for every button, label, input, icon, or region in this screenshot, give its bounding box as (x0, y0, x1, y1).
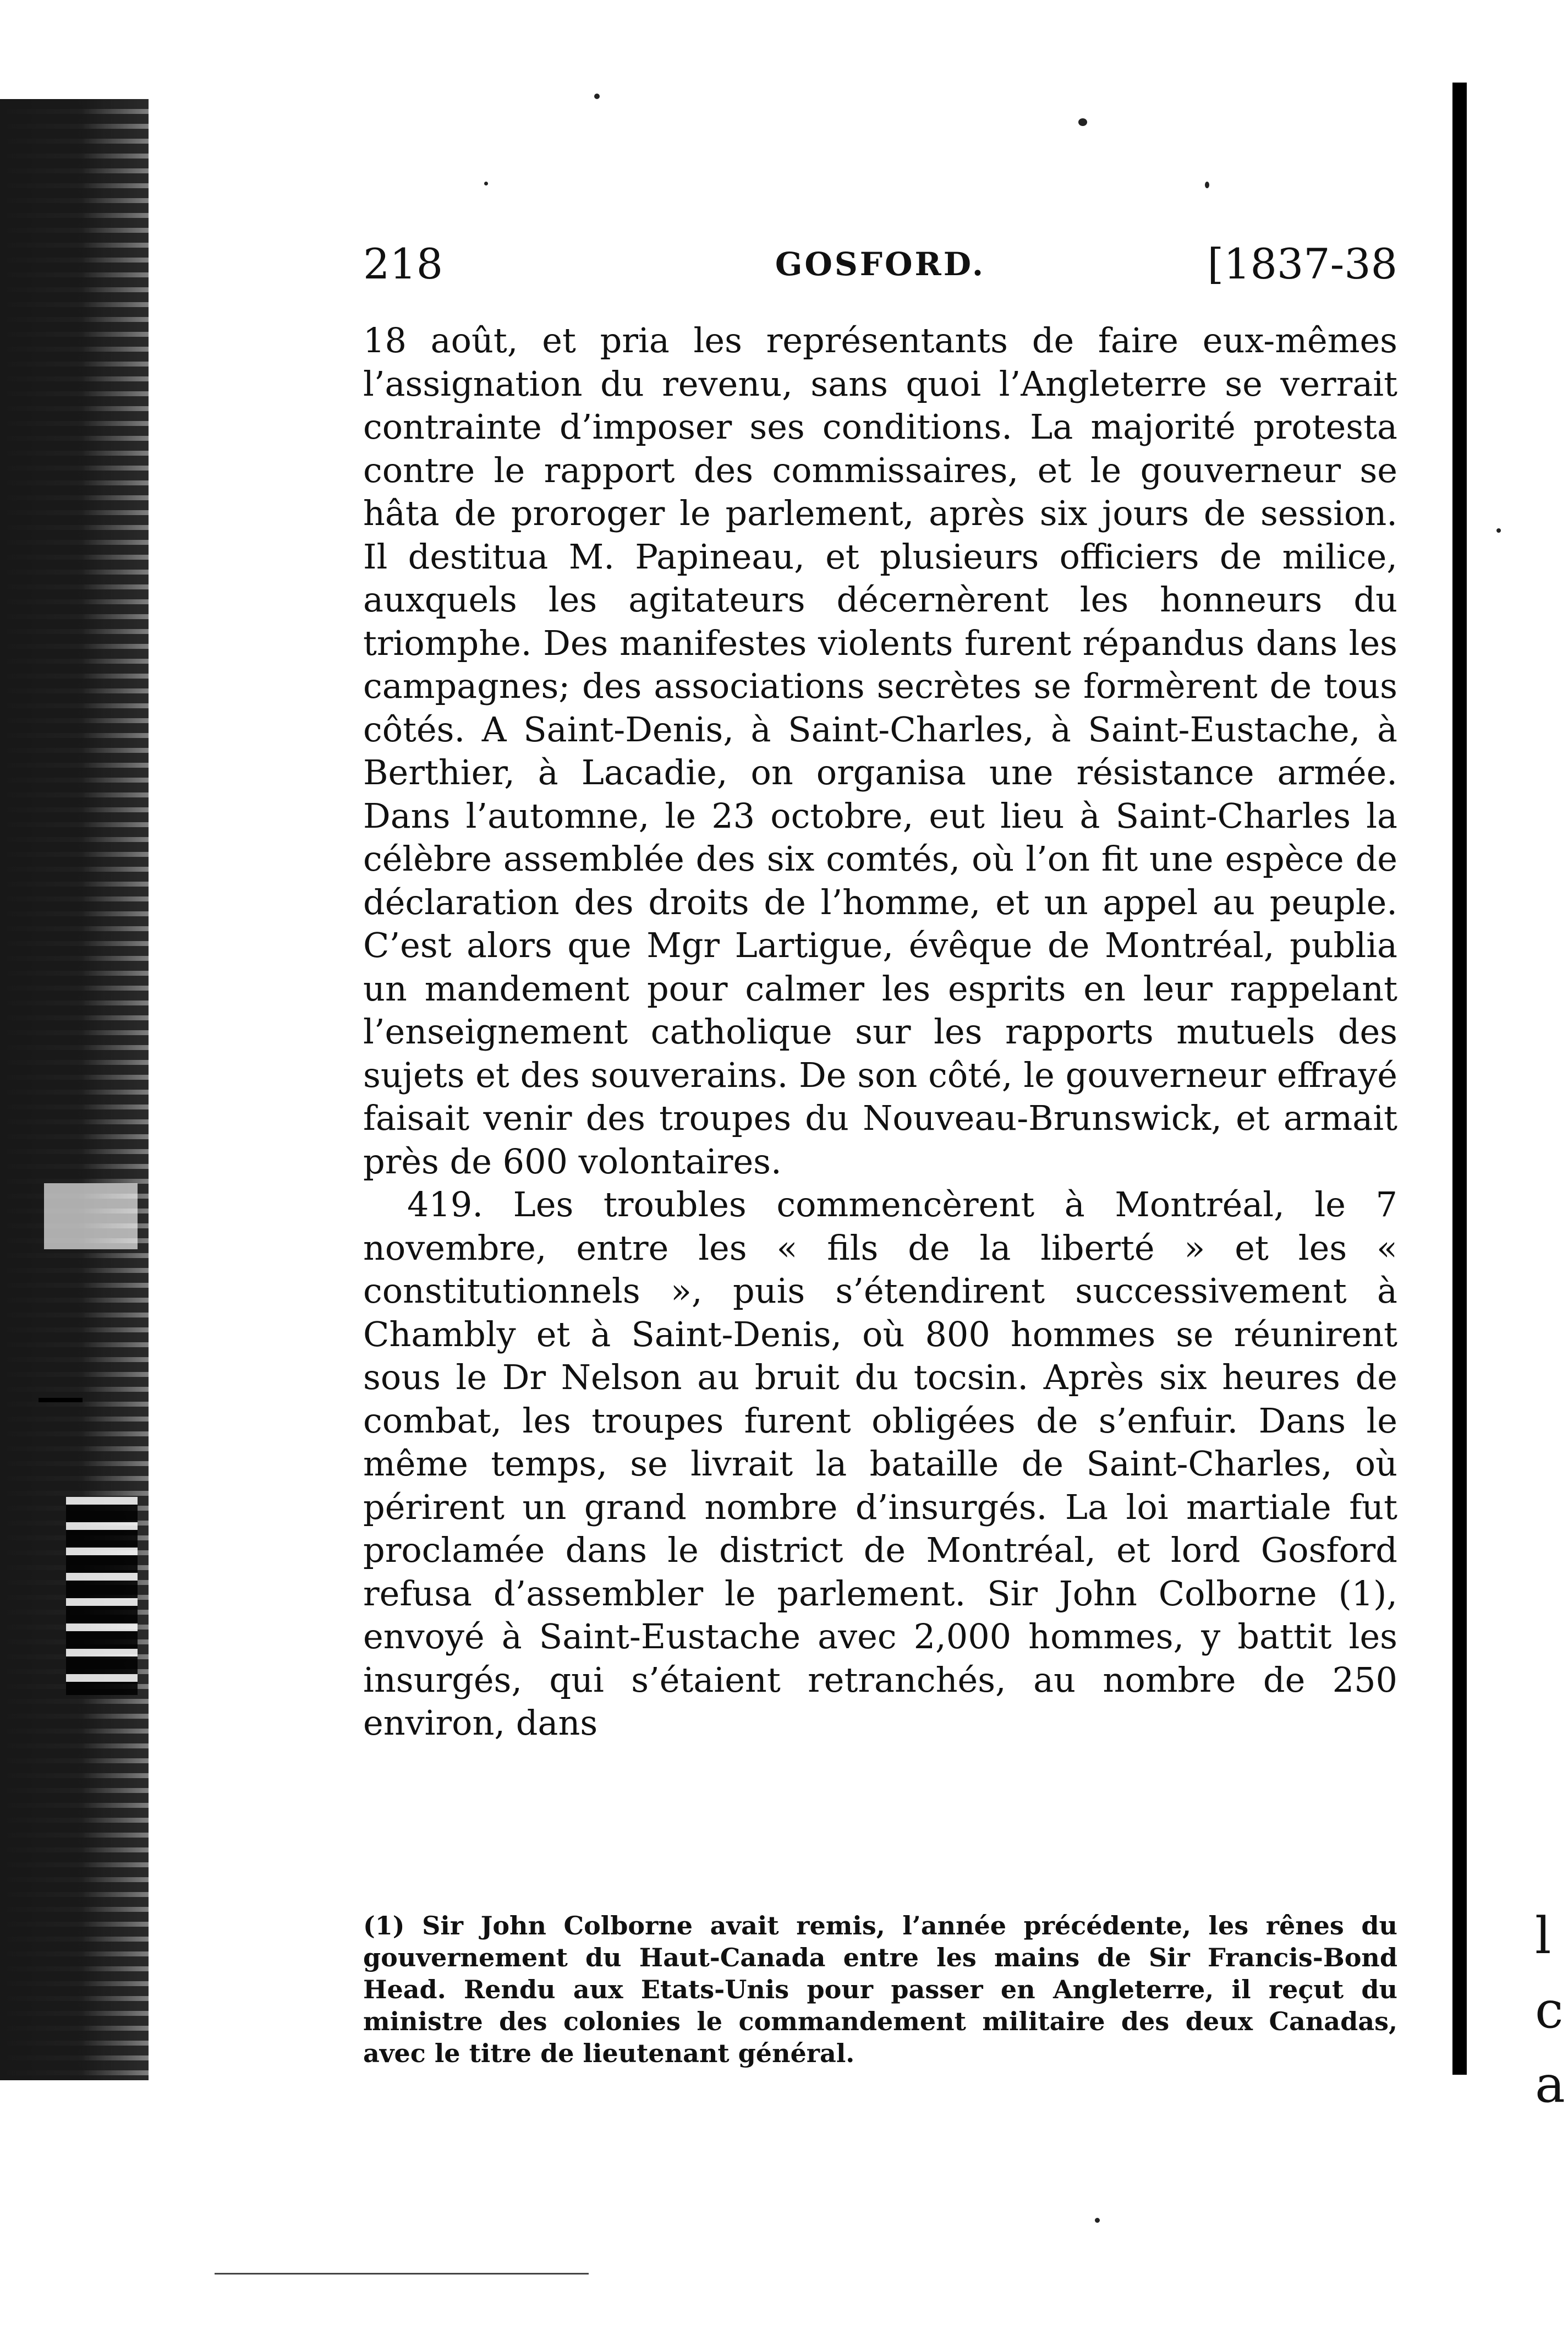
scanned-left-stripes (66, 1497, 138, 1695)
scan-speck (1078, 118, 1087, 126)
scan-speck (1205, 182, 1209, 188)
scanned-left-edge (0, 99, 149, 2080)
paragraph: 419. Les troubles commencèrent à Montréal, le 7 novembre, entre les « fils de la liberté » et les « constitutionnels », puis s’étendirent successivement à Chambly et à Saint-Denis, où 800 hommes se réunirent sous le Dr Nelson au bruit du tocsin. Après six heures de combat, les troupes furent obligées de s’enfuir. Dans le même temps, se livrait la bataille de Saint-Charles, où périrent un grand nombre d’insurgés. La loi martiale fut proclamée dans le district de Montréal, et lord Gosford refusa d’assembler le parlement. Sir John Colborne (1), envoyé à Saint-Eustache avec 2,000 hommes, y battit les insurgés, qui s’étaient retranchés, au nombre de 250 environ, dans (363, 1184, 1397, 1743)
body-text (363, 319, 1397, 1745)
scanned-left-edge-gap (44, 1183, 138, 1249)
scan-speck (1095, 2218, 1100, 2223)
footnote: (1) Sir John Colborne avait remis, l’année précédente, les rênes du gouvernement du Haut-Canada entre les mains de Sir Francis-Bond Head. Rendu aux Etats-Unis pour passer en Angleterre, il reçut du ministre des colonies le commandement militaire des deux Canadas, avec le titre de lieutenant général. (363, 1911, 1397, 2068)
adjacent-page-letters (1535, 1899, 1568, 2122)
scanned-right-edge (1452, 83, 1467, 2075)
scan-speck (1496, 528, 1501, 533)
adjacent-letter: a (1535, 2055, 1565, 2114)
scan-speck (594, 94, 600, 99)
running-head (363, 231, 1397, 297)
scanned-left-dash (39, 1398, 83, 1402)
adjacent-letter: l (1535, 1906, 1551, 1965)
chapter-title: GOSFORD. (775, 245, 986, 283)
adjacent-letter: c (1535, 1981, 1564, 2040)
page-number: 218 (363, 239, 443, 288)
book-page (363, 231, 1397, 1745)
bottom-rule (215, 2273, 589, 2275)
scan-speck (484, 182, 488, 185)
date-range: [1837-38 (1207, 239, 1397, 288)
paragraph: 18 août, et pria les représentants de faire eux-mêmes l’assignation du revenu, sans quoi l’Angleterre se verrait contrainte d’imposer ses conditions. La majorité protesta contre le rapport des commissaires, et le gouverneur se hâta de proroger le parlement, après six jours de session. Il destitua M. Papineau, et plusieurs officiers de milice, auxquels les agitateurs décernèrent les honneurs du triomphe. Des manifestes violents furent répandus dans les campagnes; des associations secrètes se formèrent de tous côtés. A Saint-Denis, à Saint-Charles, à Saint-Eustache, à Berthier, à Lacadie, on organisa une résistance armée. Dans l’automne, le 23 octobre, eut lieu à Saint-Charles la célèbre assemblée des six comtés, où l’on fit une espèce de déclaration des droits de l’homme, et un appel au peuple. C’est alors que Mgr Lartigue, évêque de Montréal, publia un mandement pour calmer les esprits en leur rappelant l’enseignement catholique sur les rapports mutuels des sujets et des souverains. De son côté, le gouverneur effrayé faisait venir des troupes du Nouveau-Brunswick, et armait près de 600 volontaires. (363, 320, 1397, 1182)
